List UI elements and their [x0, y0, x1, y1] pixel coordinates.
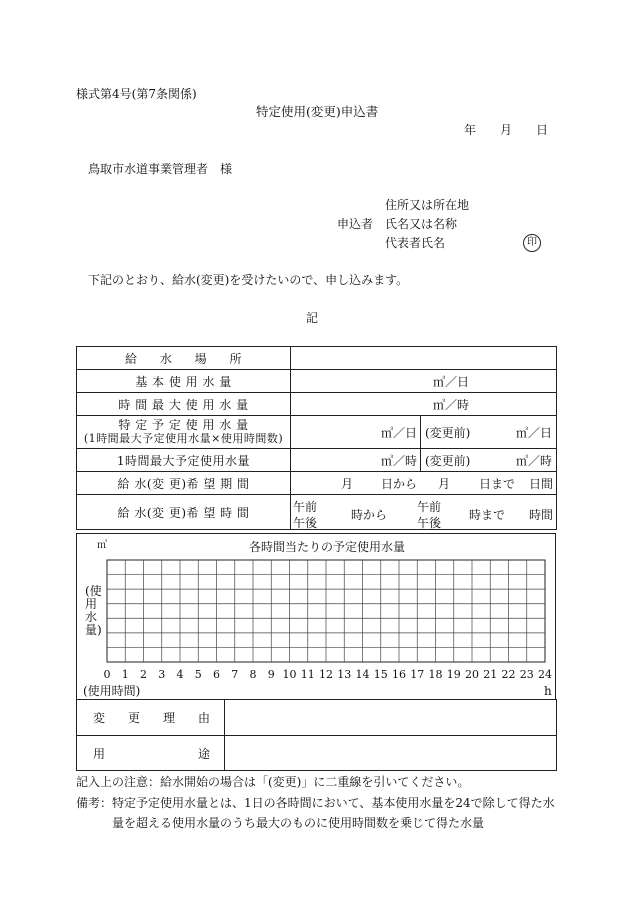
application-table: [76, 346, 557, 530]
x-tick-label: 10: [282, 668, 297, 681]
x-tick-label: 5: [194, 668, 202, 681]
x-tick-label: 21: [483, 668, 498, 681]
basic-usage-label: 基 本 使 用 水 量: [77, 370, 291, 393]
x-tick-label: 16: [392, 668, 406, 681]
y-axis-label: (使用水量): [85, 584, 102, 637]
chart-title: 各時間当たりの予定使用水量: [249, 540, 406, 554]
x-tick-label: 1: [121, 668, 129, 681]
change-reason-label: 変 更 理 由: [77, 700, 225, 736]
remark-line1: 備考：特定予定使用水量とは、1日の各時間において、基本使用水量を24で除して得た水: [76, 796, 555, 810]
x-tick-label: 8: [249, 668, 257, 681]
basic-usage-field[interactable]: [291, 370, 557, 393]
usage-chart-box: [76, 533, 556, 700]
x-tick-label: 7: [231, 668, 239, 681]
specific-planned-unit: ㎥／日: [380, 425, 417, 440]
x-tick-label: 22: [501, 668, 516, 681]
x-tick-label: 13: [337, 668, 352, 681]
applicant-label: 申込者: [337, 217, 374, 231]
intro-text: 下記のとおり、給水(変更)を受けたいので、申し込みます。: [88, 273, 409, 287]
date-year: 年: [464, 123, 477, 137]
x-axis-label: (使用時間): [83, 684, 141, 698]
max-hourly-field[interactable]: [291, 393, 557, 416]
x-tick-label: 17: [410, 668, 425, 681]
address-label: 住所又は所在地: [385, 198, 470, 212]
specific-planned-label: 特 定 予 定 使 用 水 量 (1時間最大予定使用水量×使用時間数): [77, 416, 291, 449]
hourly-max-planned-field[interactable]: [291, 449, 421, 472]
period-label: 給 水(変 更)希 望 期 間: [77, 472, 291, 495]
purpose-field[interactable]: [225, 736, 557, 771]
purpose-label: 用 途: [77, 736, 225, 771]
max-hourly-unit: ㎥／時: [433, 397, 470, 412]
lower-table: [76, 699, 557, 771]
specific-planned-field[interactable]: [291, 416, 421, 449]
time-field[interactable]: 午前 午後 時から 午前 午後 時まで 時間: [291, 495, 557, 530]
x-tick-label: 23: [519, 668, 534, 681]
date-month: 月: [500, 123, 513, 137]
x-tick-label: 2: [140, 668, 147, 681]
x-tick-label: 19: [446, 668, 461, 681]
x-tick-label: 9: [267, 668, 275, 681]
x-tick-label: 20: [465, 668, 479, 681]
x-tick-label: 14: [355, 668, 370, 681]
x-tick-label: 15: [373, 668, 388, 681]
x-tick-label: 3: [158, 668, 166, 681]
x-tick-label: 11: [300, 668, 315, 681]
hourly-max-planned-before-field[interactable]: (変更前) ㎥／時: [421, 449, 557, 472]
page-title: 特定使用(変更)申込書: [256, 104, 379, 119]
representative-label: 代表者氏名: [385, 236, 446, 250]
x-tick-label: 6: [213, 668, 220, 681]
period-field[interactable]: 月 日から 月 日まで 日間: [291, 472, 557, 495]
change-reason-field[interactable]: [225, 700, 557, 736]
x-unit-label: h: [544, 684, 552, 698]
x-tick-label: 4: [176, 668, 184, 681]
ki-label: 記: [306, 311, 319, 325]
date-day: 日: [536, 123, 549, 137]
location-field[interactable]: [291, 347, 557, 370]
x-tick-label: 0: [103, 668, 111, 681]
x-tick-label: 24: [538, 668, 552, 681]
hourly-max-planned-unit: ㎥／時: [380, 453, 417, 468]
seal-mark: 印: [523, 234, 541, 252]
name-label: 氏名又は名称: [385, 217, 458, 231]
addressee: 鳥取市水道事業管理者 様: [88, 162, 233, 176]
y-unit-label: ㎥: [97, 540, 107, 551]
x-tick-label: 12: [319, 668, 333, 681]
usage-grid-chart[interactable]: [77, 534, 555, 699]
caution-note: 記入上の注意：給水開始の場合は「(変更)」に二重線を引いてください。: [76, 775, 470, 789]
max-hourly-label: 時 間 最 大 使 用 水 量: [77, 393, 291, 416]
time-label: 給 水(変 更)希 望 時 間: [77, 495, 291, 530]
remark-line2: 量を超える使用水量のうち最大のものに使用時間数を乗じて得た水量: [112, 816, 485, 830]
hourly-max-planned-label: 1時間最大予定使用水量: [77, 449, 291, 472]
specific-planned-before-field[interactable]: (変更前) ㎥／日: [421, 416, 557, 449]
location-label: 給 水 場 所: [77, 347, 291, 370]
basic-usage-unit: ㎥／日: [433, 374, 470, 389]
form-number: 様式第4号(第7条関係): [76, 87, 197, 101]
x-tick-label: 18: [428, 668, 443, 681]
